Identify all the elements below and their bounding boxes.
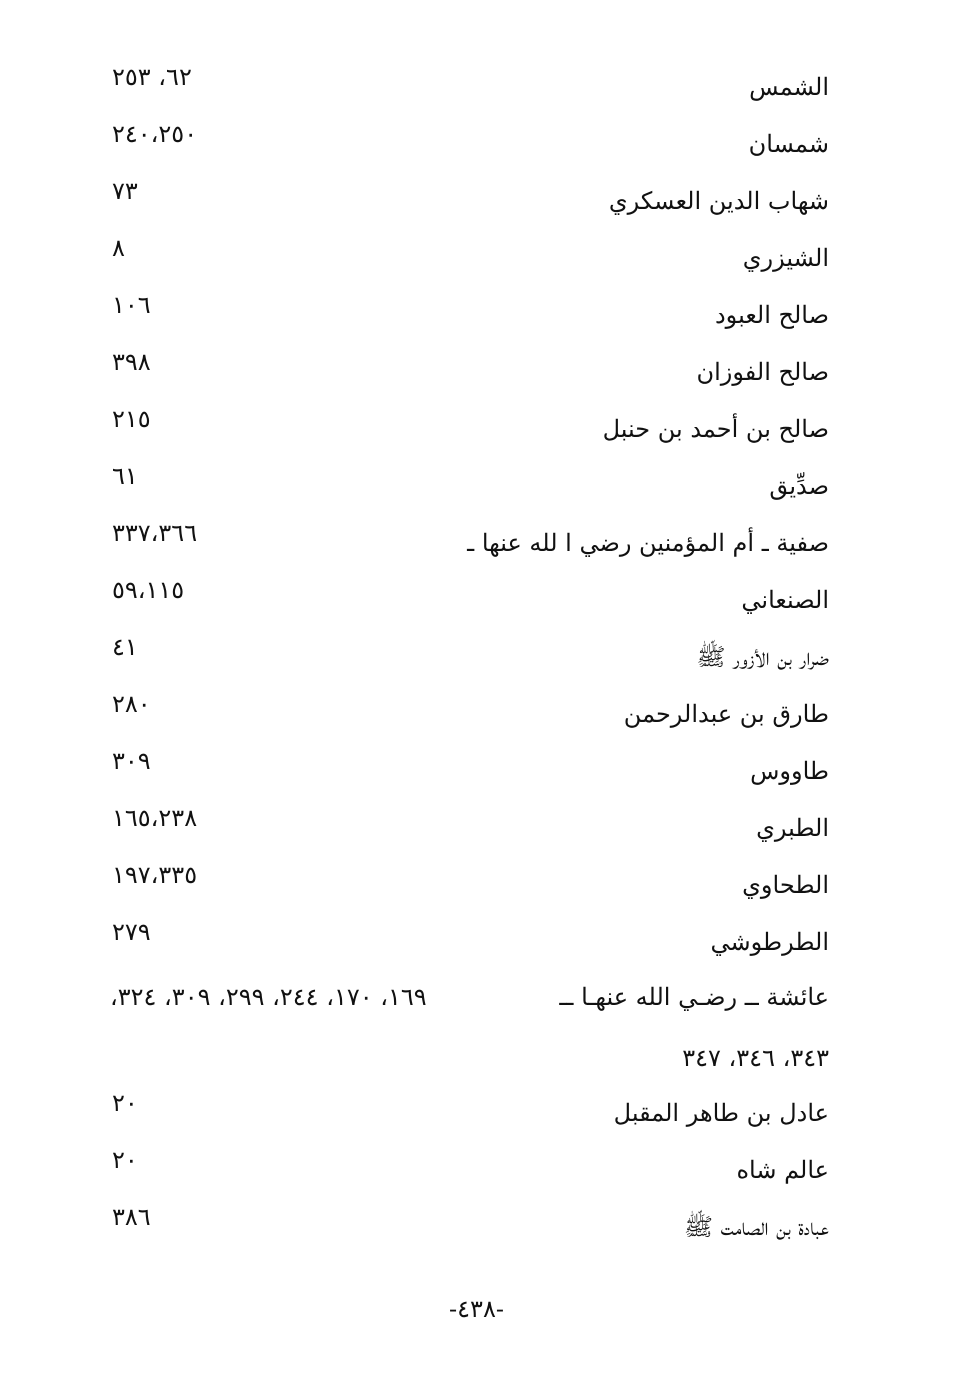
index-entry bbox=[0, 687, 953, 744]
index-entry bbox=[0, 630, 953, 687]
index-list bbox=[0, 60, 953, 1257]
entry-name: الصنعاني bbox=[741, 586, 829, 614]
entry-name: الشيزري bbox=[742, 244, 829, 272]
entry-name: الطحاوي bbox=[742, 871, 829, 899]
entry-pages: ٣٠٩ bbox=[112, 747, 151, 775]
entry-pages: ٢١٥ bbox=[112, 405, 151, 433]
entry-pages: ١٦٥،٢٣٨ bbox=[112, 804, 198, 832]
index-entry bbox=[0, 60, 953, 117]
entry-name: شهاب الدين العسكري bbox=[608, 187, 829, 215]
entry-pages: ٢٧٩ bbox=[112, 918, 151, 946]
index-entry bbox=[0, 174, 953, 231]
entry-pages: ١٩٧،٣٣٥ bbox=[112, 861, 198, 889]
index-entry bbox=[0, 915, 953, 972]
entry-pages: ٣٨٦ bbox=[112, 1203, 151, 1231]
index-entry bbox=[0, 573, 953, 630]
entry-pages: ٣٩٨ bbox=[112, 348, 151, 376]
entry-name: طاووس bbox=[750, 757, 829, 785]
entry-name: عائشة ــ رضـي الله عنهـا ــ bbox=[559, 983, 829, 1011]
index-entry bbox=[0, 858, 953, 915]
index-entry bbox=[0, 1200, 953, 1257]
entry-pages: ٥٩،١١٥ bbox=[112, 576, 185, 604]
page-number: -٤٣٨- bbox=[449, 1295, 504, 1323]
entry-name: صالح الفوزان bbox=[696, 358, 829, 386]
entry-name: عادل بن طاهر المقبل bbox=[613, 1099, 829, 1127]
entry-name: عالم شاه bbox=[736, 1156, 829, 1184]
entry-name: ضرار بن الأزور ﷺ bbox=[696, 643, 829, 671]
entry-pages: ٢٠ bbox=[112, 1146, 138, 1174]
entry-pages: ٦٢، ٢٥٣ bbox=[112, 63, 192, 91]
index-entry-continuation bbox=[0, 1029, 953, 1086]
index-entry bbox=[0, 231, 953, 288]
entry-name: صفية ـ أم المؤمنين رضي ا لله عنها ـ bbox=[467, 529, 829, 557]
entry-pages: ١٦٩، ١٧٠، ٢٤٤، ٢٩٩، ٣٠٩، ٣٢٤، bbox=[110, 983, 427, 1011]
index-entry bbox=[0, 516, 953, 573]
index-entry bbox=[0, 345, 953, 402]
entry-pages: ٢٤٠،٢٥٠ bbox=[112, 120, 198, 148]
entry-pages: ٧٣ bbox=[112, 177, 138, 205]
entry-name: الشمس bbox=[749, 73, 829, 101]
index-entry bbox=[0, 1143, 953, 1200]
entry-pages: ٣٣٧،٣٦٦ bbox=[112, 519, 198, 547]
index-entry bbox=[0, 117, 953, 174]
entry-pages: ١٠٦ bbox=[112, 291, 151, 319]
index-entry bbox=[0, 801, 953, 858]
entry-name: شمسان bbox=[748, 130, 829, 158]
entry-pages: ٤١ bbox=[112, 633, 138, 661]
index-entry bbox=[0, 288, 953, 345]
index-entry bbox=[0, 402, 953, 459]
entry-pages: ٦١ bbox=[112, 462, 138, 490]
entry-name: طارق بن عبدالرحمن bbox=[623, 700, 829, 728]
index-entry bbox=[0, 1086, 953, 1143]
entry-name: الطبري bbox=[756, 814, 829, 842]
index-entry bbox=[0, 459, 953, 516]
entry-pages: ٢٨٠ bbox=[112, 690, 151, 718]
entry-name: صالح بن أحمد بن حنبل bbox=[602, 415, 829, 443]
entry-pages-continued: ٣٤٣، ٣٤٦، ٣٤٧ bbox=[682, 1044, 829, 1072]
entry-name: صالح العبود bbox=[714, 301, 829, 329]
entry-pages: ٨ bbox=[112, 234, 125, 262]
entry-name: صدِّيق bbox=[769, 472, 829, 500]
index-entry bbox=[0, 744, 953, 801]
entry-pages: ٢٠ bbox=[112, 1089, 138, 1117]
entry-name: عبادة بن الصامت ﷺ bbox=[683, 1213, 829, 1241]
entry-name: الطرطوشي bbox=[710, 928, 829, 956]
index-entry-aisha bbox=[0, 972, 953, 1029]
